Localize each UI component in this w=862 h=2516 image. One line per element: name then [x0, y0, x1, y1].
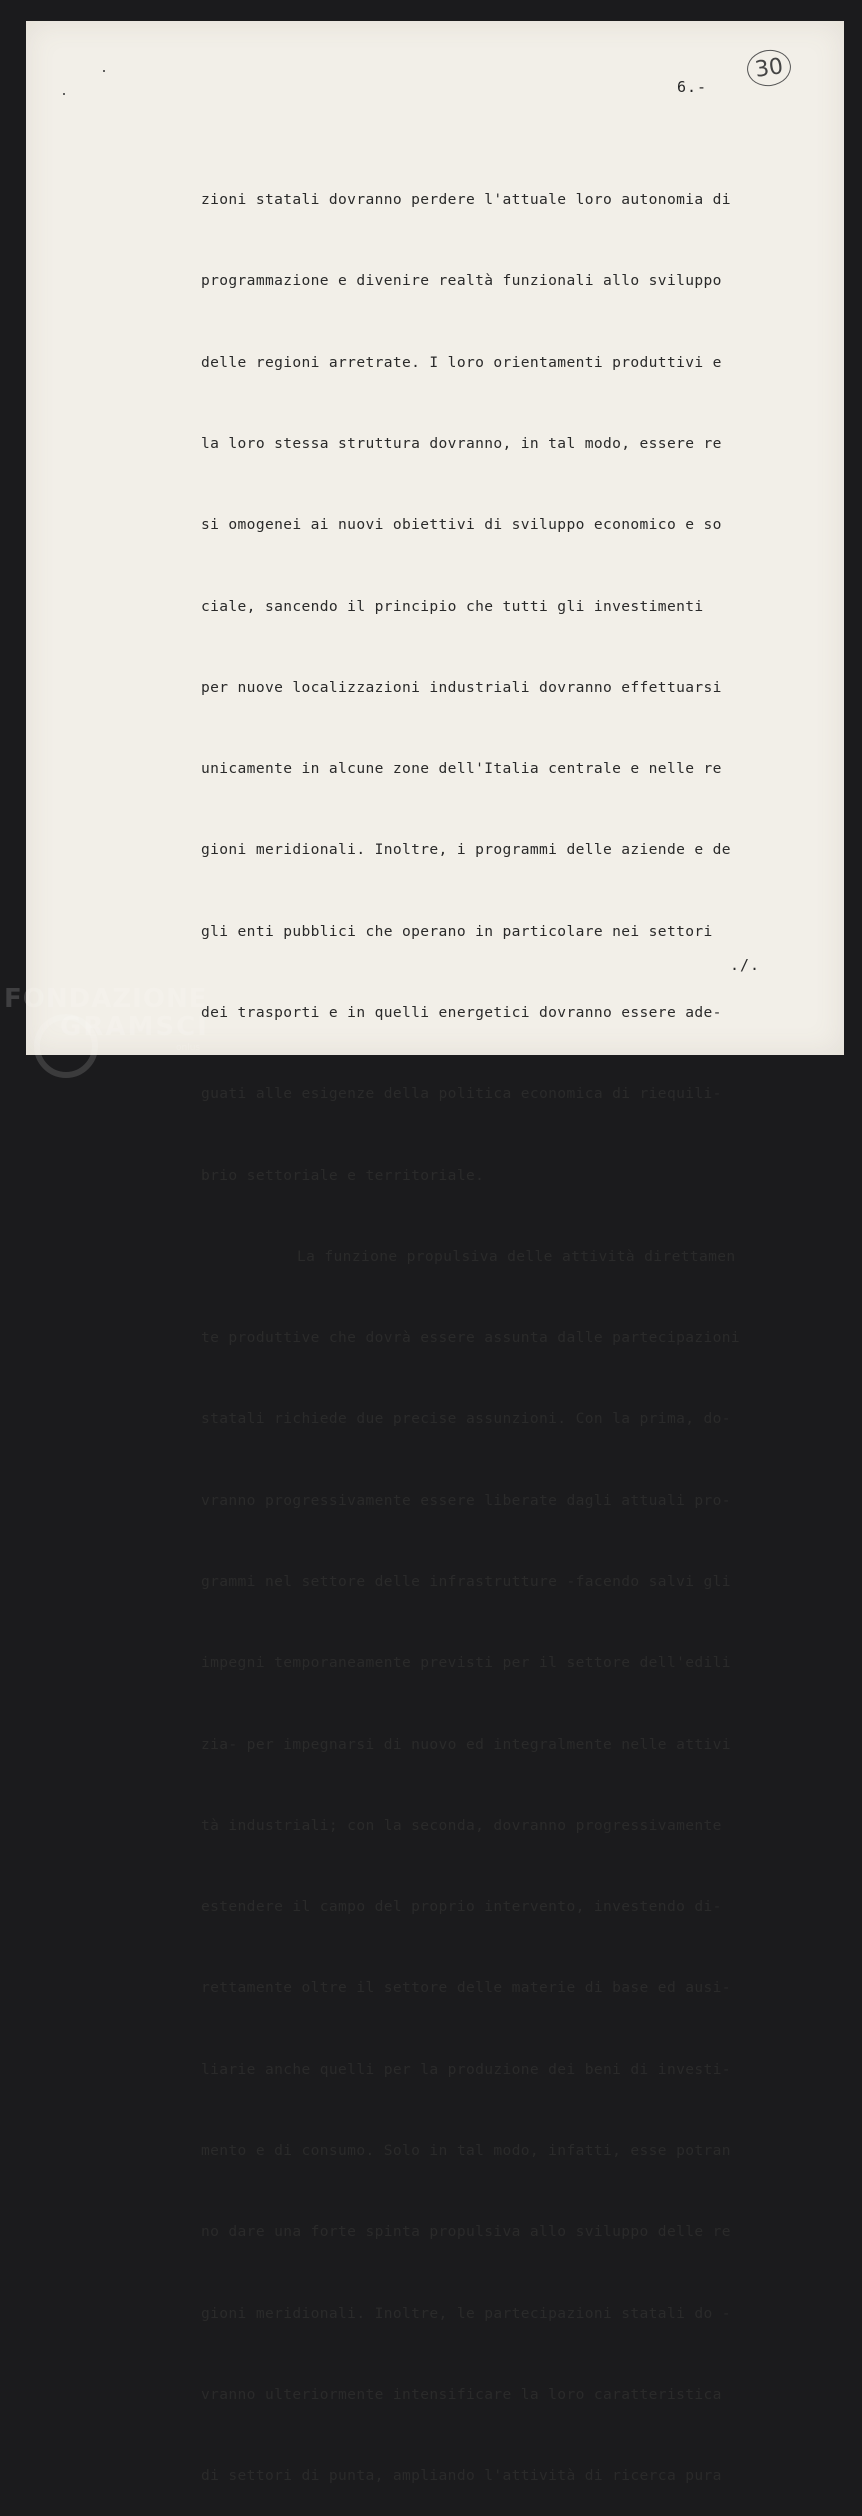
text-line: tà industriali; con la seconda, dovranno progressivamente	[201, 1816, 722, 1834]
text-line: rettamente oltre il settore delle materie di base ed ausi-	[201, 1979, 731, 1997]
text-line: unicamente in alcune zone dell'Italia centrale e nelle re	[201, 760, 722, 778]
text-line: te produttive che dovrà essere assunta dalle partecipazioni	[201, 1329, 741, 1347]
text-line: vranno ulteriormente intensificare la loro caratteristica	[201, 2385, 722, 2403]
text-line: zioni statali dovranno perdere l'attuale loro autonomia di	[201, 191, 731, 209]
archive-watermark	[4, 986, 209, 1053]
continuation-mark: ./.	[730, 956, 761, 974]
text-line: mento e di consumo. Solo in tal modo, infatti, esse potran	[201, 2141, 731, 2159]
text-line: per nuove localizzazioni industriali dovranno effettuarsi	[201, 678, 722, 696]
text-line: gioni meridionali. Inoltre, le partecipazioni statali do -	[201, 2304, 731, 2322]
page-number: 6.-	[677, 78, 708, 96]
text-line: dei trasporti e in quelli energetici dovranno essere ade-	[201, 1004, 722, 1021]
text-line: gli enti pubblici che operano in particolare nei settori	[201, 922, 713, 940]
watermark-line: onlus	[176, 1043, 201, 1053]
text-line: programmazione e divenire realtà funzionali allo sviluppo	[201, 272, 722, 290]
text-line: la loro stessa struttura dovranno, in tal modo, essere re	[201, 435, 722, 453]
text-line: guati alle esigenze della politica economica di riequili-	[201, 1085, 722, 1103]
text-line: ciale, sancendo il principio che tutti gli investimenti	[201, 597, 704, 615]
text-line: zia- per impegnarsi di nuovo ed integralmente nelle attivi	[201, 1735, 731, 1753]
watermark-line: FONDAZIONE	[4, 984, 208, 1014]
text-line: gioni meridionali. Inoltre, i programmi delle aziende e de	[201, 841, 731, 859]
text-line: vranno progressivamente essere liberate dagli attuali pro-	[201, 1491, 731, 1509]
text-line: impegni temporaneamente previsti per il settore dell'edili	[201, 1654, 731, 1672]
typed-text-body	[201, 132, 761, 2516]
text-line: statali richiede due precise assunzioni. Con la prima, do-	[201, 1410, 731, 1428]
text-line: grammi nel settore delle infrastrutture -facendo salvi gli	[201, 1572, 731, 1590]
text-line: no dare una forte spinta propulsiva allo sviluppo delle re	[201, 2223, 731, 2241]
paper-speck	[63, 93, 65, 95]
text-line: liarie anche quelli per la produzione dei beni di investi-	[201, 2060, 731, 2078]
watermark-line: GRAMSCI	[60, 1012, 209, 1042]
paper-speck	[103, 70, 105, 72]
text-line: di settori di punta, ampliando l'attività di ricerca pura	[201, 2467, 722, 2485]
archive-number-stamp: 30	[745, 47, 794, 89]
text-line: si omogenei ai nuovi obiettivi di sviluppo economico e so	[201, 516, 722, 534]
paragraph-first-line: La funzione propulsiva delle attività direttamen	[297, 1247, 736, 1265]
text-line: brio settoriale e territoriale.	[201, 1166, 485, 1184]
text-line: delle regioni arretrate. I loro orientamenti produttivi e	[201, 353, 722, 371]
text-line: estendere il campo del proprio intervento, investendo di-	[201, 1898, 722, 1916]
